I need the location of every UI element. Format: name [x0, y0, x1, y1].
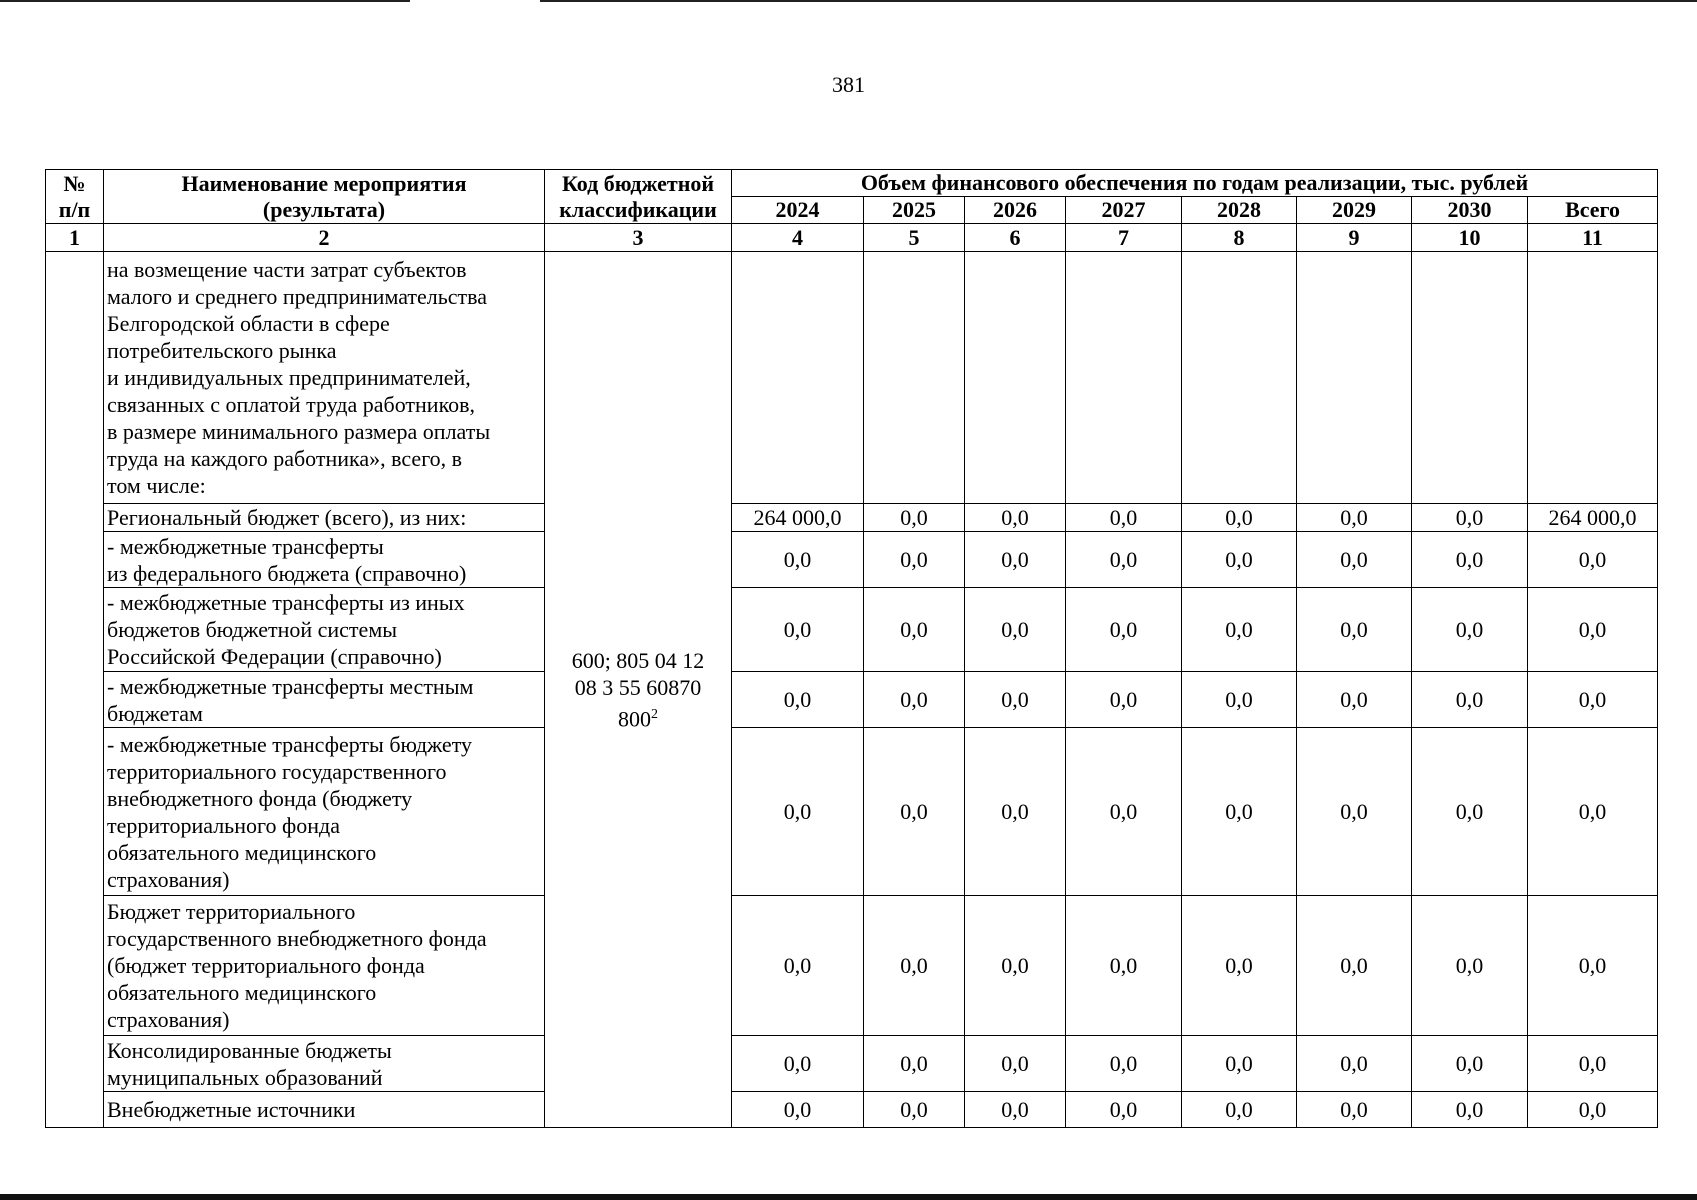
column-number: 5 — [864, 224, 965, 252]
table-row — [46, 728, 1658, 896]
value-cell: 0,0 — [1066, 728, 1182, 896]
value-cell: 0,0 — [1297, 532, 1412, 588]
value-cell: 0,0 — [1412, 1036, 1528, 1092]
value-cell: 0,0 — [864, 1036, 965, 1092]
intro-row — [46, 252, 1658, 504]
value-cell: 0,0 — [1412, 728, 1528, 896]
value-cell: 0,0 — [965, 896, 1066, 1036]
column-numbers-row — [46, 224, 1658, 252]
header-row-top — [46, 170, 1658, 197]
value-cell: 264 000,0 — [732, 504, 864, 532]
budget-code-line: 600; 805 04 12 — [571, 647, 705, 673]
footnote-mark: 2 — [651, 706, 658, 722]
value-cell: 0,0 — [864, 896, 965, 1036]
value-cell: 0,0 — [864, 532, 965, 588]
column-number: 9 — [1297, 224, 1412, 252]
value-cell: 0,0 — [1182, 896, 1297, 1036]
empty-cell — [1412, 252, 1528, 504]
value-cell: 0,0 — [732, 1036, 864, 1092]
column-number: 10 — [1412, 224, 1528, 252]
value-cell: 0,0 — [1182, 504, 1297, 532]
column-number: 6 — [965, 224, 1066, 252]
column-number: 3 — [545, 224, 732, 252]
value-cell: 0,0 — [1066, 1092, 1182, 1128]
budget-code-line: 08 3 55 60870 — [574, 674, 702, 700]
row-name: Бюджет территориального государственного внебюджетного фонда (бюджет территориального фонда обязательного медицинского страхования) — [104, 896, 545, 1036]
column-number: 7 — [1066, 224, 1182, 252]
value-cell: 0,0 — [965, 532, 1066, 588]
value-cell: 0,0 — [1297, 1036, 1412, 1092]
value-cell: 0,0 — [864, 588, 965, 672]
value-cell: 0,0 — [864, 728, 965, 896]
empty-cell — [1182, 252, 1297, 504]
header-year: 2028 — [1182, 197, 1297, 224]
value-cell: 0,0 — [864, 672, 965, 728]
header-year: 2025 — [864, 197, 965, 224]
value-cell: 264 000,0 — [1528, 504, 1658, 532]
value-cell: 0,0 — [732, 672, 864, 728]
empty-cell — [965, 252, 1066, 504]
header-num: № п/п — [46, 170, 104, 224]
row-name: - межбюджетные трансферты бюджету территориального государственного внебюджетного фонда (бюджету территориального фонда обязательного медицинского страхования) — [104, 728, 545, 896]
value-cell: 0,0 — [965, 672, 1066, 728]
value-cell: 0,0 — [1066, 1036, 1182, 1092]
value-cell: 0,0 — [1066, 532, 1182, 588]
row-name: - межбюджетные трансферты из иных бюджетов бюджетной системы Российской Федерации (справочно) — [104, 588, 545, 672]
row-name: - межбюджетные трансферты из федерального бюджета (справочно) — [104, 532, 545, 588]
value-cell: 0,0 — [1412, 504, 1528, 532]
value-cell: 0,0 — [1182, 588, 1297, 672]
value-cell: 0,0 — [965, 588, 1066, 672]
row-number-cell — [46, 252, 104, 1128]
value-cell: 0,0 — [1412, 532, 1528, 588]
bottom-rule — [0, 1194, 1697, 1200]
row-name: Консолидированные бюджеты муниципальных образований — [104, 1036, 545, 1092]
budget-code — [545, 252, 732, 1128]
value-cell: 0,0 — [1412, 588, 1528, 672]
value-cell: 0,0 — [1297, 728, 1412, 896]
value-cell: 0,0 — [1297, 672, 1412, 728]
value-cell: 0,0 — [1297, 896, 1412, 1036]
table-row — [46, 1092, 1658, 1128]
column-number: 4 — [732, 224, 864, 252]
value-cell: 0,0 — [965, 728, 1066, 896]
value-cell: 0,0 — [1066, 588, 1182, 672]
header-code: Код бюджетной классификации — [545, 170, 732, 224]
value-cell: 0,0 — [864, 504, 965, 532]
table-row — [46, 532, 1658, 588]
value-cell: 0,0 — [1182, 532, 1297, 588]
value-cell: 0,0 — [1528, 532, 1658, 588]
budget-code-line — [548, 701, 728, 732]
empty-cell — [732, 252, 864, 504]
value-cell: 0,0 — [1412, 1092, 1528, 1128]
value-cell: 0,0 — [1412, 896, 1528, 1036]
empty-cell — [1066, 252, 1182, 504]
header-year: 2026 — [965, 197, 1066, 224]
header-total: Всего — [1528, 197, 1658, 224]
header-year: 2027 — [1066, 197, 1182, 224]
header-year: 2024 — [732, 197, 864, 224]
table-row — [46, 672, 1658, 728]
row-name: Внебюджетные источники — [104, 1092, 545, 1128]
header-year: 2029 — [1297, 197, 1412, 224]
table-row — [46, 504, 1658, 532]
value-cell: 0,0 — [965, 1092, 1066, 1128]
value-cell: 0,0 — [732, 1092, 864, 1128]
top-rule-left — [0, 0, 410, 2]
table-row — [46, 1036, 1658, 1092]
header-year: 2030 — [1412, 197, 1528, 224]
row-name: Региональный бюджет (всего), из них: — [104, 504, 545, 532]
budget-code-group: 800 — [618, 706, 651, 732]
value-cell: 0,0 — [1528, 588, 1658, 672]
header-name: Наименование мероприятия (результата) — [104, 170, 545, 224]
value-cell: 0,0 — [1412, 672, 1528, 728]
table-row — [46, 896, 1658, 1036]
value-cell: 0,0 — [732, 728, 864, 896]
page-number: 381 — [832, 72, 865, 97]
value-cell: 0,0 — [1528, 896, 1658, 1036]
table-row — [46, 588, 1658, 672]
value-cell: 0,0 — [1182, 1036, 1297, 1092]
intro-name: на возмещение части затрат субъектов малого и среднего предпринимательства Белгородской области в сфере потребительского рынка и индивидуальных предпринимателей, связанных с оплатой труда работников, в размере минимального размера оплаты труда на каждого работника», всего, в том числе: — [104, 252, 545, 504]
value-cell: 0,0 — [1297, 1092, 1412, 1128]
empty-cell — [864, 252, 965, 504]
value-cell: 0,0 — [1066, 504, 1182, 532]
value-cell: 0,0 — [1182, 672, 1297, 728]
budget-table — [45, 169, 1658, 1128]
value-cell: 0,0 — [965, 504, 1066, 532]
value-cell: 0,0 — [965, 1036, 1066, 1092]
value-cell: 0,0 — [1528, 728, 1658, 896]
column-number: 11 — [1528, 224, 1658, 252]
value-cell: 0,0 — [1066, 896, 1182, 1036]
row-name: - межбюджетные трансферты местным бюджетам — [104, 672, 545, 728]
value-cell: 0,0 — [732, 532, 864, 588]
value-cell: 0,0 — [1297, 588, 1412, 672]
top-rule-right — [540, 0, 1697, 2]
empty-cell — [1528, 252, 1658, 504]
value-cell: 0,0 — [732, 896, 864, 1036]
value-cell: 0,0 — [1066, 672, 1182, 728]
empty-cell — [1297, 252, 1412, 504]
value-cell: 0,0 — [864, 1092, 965, 1128]
value-cell: 0,0 — [1528, 672, 1658, 728]
value-cell: 0,0 — [1182, 728, 1297, 896]
column-number: 1 — [46, 224, 104, 252]
column-number: 8 — [1182, 224, 1297, 252]
header-volume: Объем финансового обеспечения по годам реализации, тыс. рублей — [732, 170, 1658, 197]
value-cell: 0,0 — [1297, 504, 1412, 532]
column-number: 2 — [104, 224, 545, 252]
value-cell: 0,0 — [732, 588, 864, 672]
value-cell: 0,0 — [1528, 1092, 1658, 1128]
value-cell: 0,0 — [1528, 1036, 1658, 1092]
value-cell: 0,0 — [1182, 1092, 1297, 1128]
